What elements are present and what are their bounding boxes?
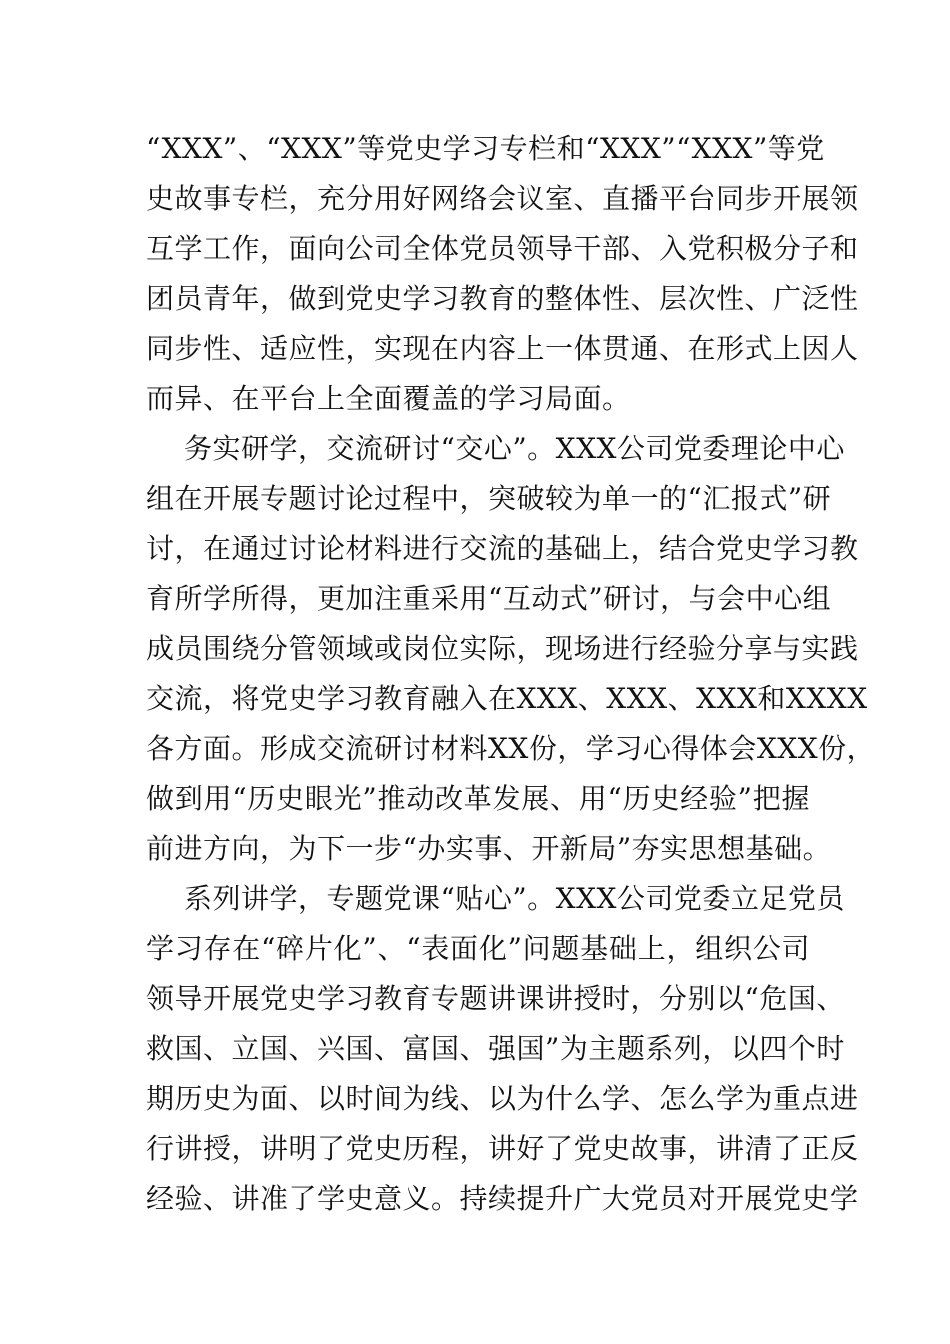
text-line: 同步性、适应性，实现在内容上一体贯通、在形式上因人 <box>146 332 859 365</box>
text-line: 做到用“历史眼光”推动改革发展、用“历史经验”把握 <box>146 782 810 815</box>
text-line: 讨，在通过讨论材料进行交流的基础上，结合党史学习教 <box>146 532 859 565</box>
text-line: 学习存在“碎片化”、“表面化”问题基础上，组织公司 <box>146 932 810 965</box>
text-line: 行讲授，讲明了党史历程，讲好了党史故事，讲清了正反 <box>146 1132 859 1165</box>
text-line: 互学工作，面向公司全体党员领导干部、入党积极分子和 <box>146 232 859 265</box>
text-line: 成员围绕分管领域或岗位实际，现场进行经验分享与实践 <box>146 632 859 665</box>
text-line: 前进方向，为下一步“办实事、开新局”夯实思想基础。 <box>146 832 832 865</box>
text-line: 团员青年，做到党史学习教育的整体性、层次性、广泛性 <box>146 282 859 315</box>
text-line: 而异、在平台上全面覆盖的学习局面。 <box>146 382 631 415</box>
text-line: 期历史为面、以时间为线、以为什么学、怎么学为重点进 <box>146 1082 859 1115</box>
text-line: 交流，将党史学习教育融入在XXX、XXX、XXX和XXXX <box>146 682 868 715</box>
paragraph-first-line: 系列讲学，专题党课“贴心”。XXX公司党委立足党员 <box>184 882 845 915</box>
text-line: 各方面。形成交流研讨材料XX份，学习心得体会XXX份， <box>146 732 876 765</box>
text-line: 经验、讲准了学史意义。持续提升广大党员对开展党史学 <box>146 1182 859 1215</box>
text-line: 组在开展专题讨论过程中，突破较为单一的“汇报式”研 <box>146 482 832 515</box>
paragraph-first-line: 务实研学，交流研讨“交心”。XXX公司党委理论中心 <box>184 432 845 465</box>
text-line: 育所学所得，更加注重采用“互动式”研讨，与会中心组 <box>146 582 832 615</box>
text-line: “XXX”、“XXX”等党史学习专栏和“XXX”“XXX”等党 <box>146 132 825 165</box>
text-line: 史故事专栏，充分用好网络会议室、直播平台同步开展领 <box>146 182 859 215</box>
text-line: 领导开展党史学习教育专题讲课讲授时，分别以“危国、 <box>146 982 845 1015</box>
text-line: 救国、立国、兴国、富国、强国”为主题系列，以四个时 <box>146 1032 845 1065</box>
